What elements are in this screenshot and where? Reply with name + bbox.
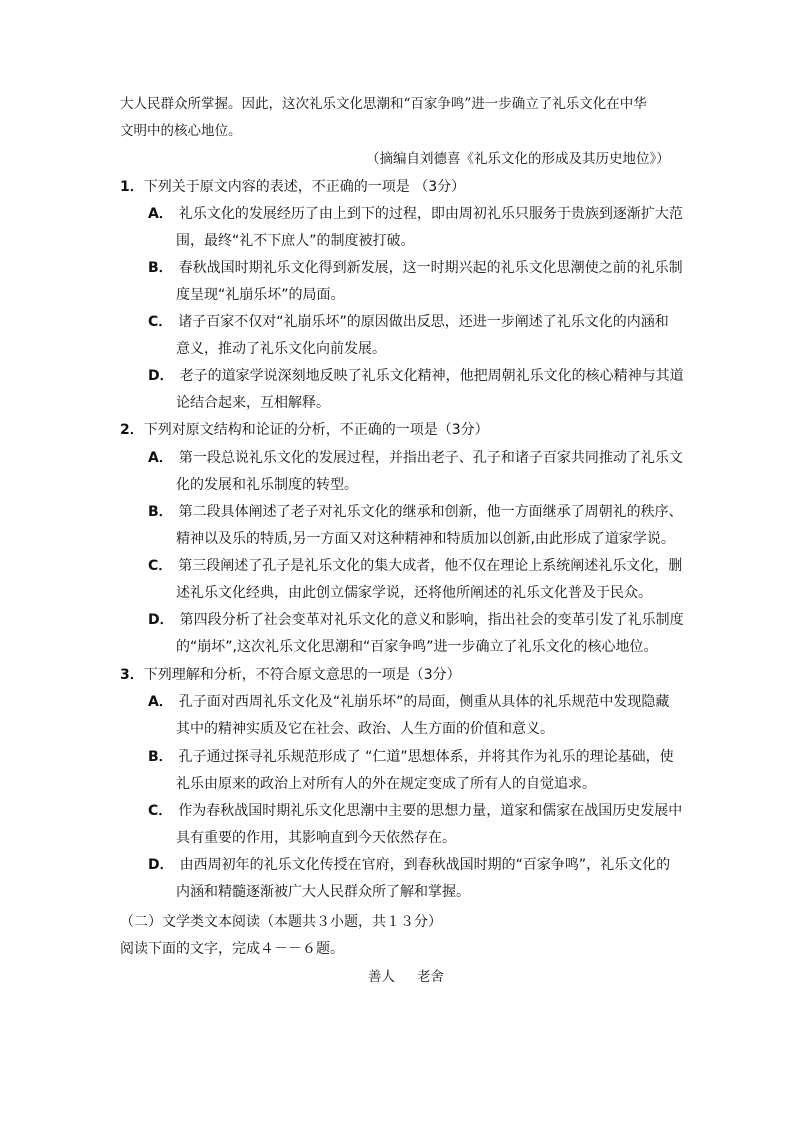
q2-option-d-line-1 bbox=[148, 611, 684, 629]
q1-option-a-line-2: 围，最终“礼不下庶人”的制度被打破。 bbox=[176, 233, 415, 249]
q3-option-c-line-2: 具有重要的作用，其影响直到今天依然存在。 bbox=[176, 830, 456, 846]
section-2-instruction: 阅读下面的文字，完成４－－６题。 bbox=[120, 941, 344, 957]
question-1-text: 下列关于原文内容的表述，不正确的一项是 （3分） bbox=[143, 179, 466, 195]
story-author: 老舍 bbox=[417, 969, 444, 985]
q1-option-b-text-1: 春秋战国时期礼乐文化得到新发展，这一时期兴起的礼乐文化思潮使之前的礼乐制 bbox=[178, 260, 683, 276]
intro-line-2: 文明中的核心地位。 bbox=[120, 123, 242, 139]
section-2-heading: （二）文学类文本阅读（本题共３小题，共１３分） bbox=[120, 914, 442, 930]
q2-option-b-line-1 bbox=[148, 503, 683, 521]
q2-option-a-letter: A． bbox=[148, 450, 173, 466]
q2-option-a-text-1: 第一段总说礼乐文化的发展过程，并指出老子、孔子和诸子百家共同推动了礼乐文 bbox=[178, 450, 683, 466]
question-1-stem bbox=[120, 178, 465, 196]
q1-option-b-letter: B． bbox=[148, 260, 173, 276]
q1-option-c-letter: C． bbox=[148, 314, 173, 330]
q1-option-b-line-1 bbox=[148, 259, 683, 277]
source-citation: （摘编自刘德喜《礼乐文化的形成及其历史地位》） bbox=[366, 151, 670, 167]
q1-option-c-text-1: 诸子百家不仅对“礼崩乐坏”的原因做出反思，还进一步阐述了礼乐文化的内涵和 bbox=[178, 314, 669, 330]
q3-option-d-text-1: 由西周初年的礼乐文化传授在官府，到春秋战国时期的“百家争鸣”，礼乐文化的 bbox=[179, 857, 671, 873]
question-2-stem bbox=[120, 421, 489, 439]
q2-option-c-letter: C． bbox=[148, 558, 173, 574]
q3-option-c-line-1 bbox=[148, 802, 682, 820]
q2-option-d-line-2: 的“崩坏”,这次礼乐文化思潮和“百家争鸣”进一步确立了礼乐文化的核心地位。 bbox=[176, 639, 658, 655]
question-2-text: 下列对原文结构和论证的分析，不正确的一项是（3分） bbox=[143, 422, 489, 438]
q2-option-c-line-2: 述礼乐文化经典，由此创立儒家学说，还将他所阐述的礼乐文化普及于民众。 bbox=[176, 585, 652, 601]
q2-option-b-line-2: 精神以及乐的特质,另一方面又对这种精神和特质加以创新,由此形成了道家学说。 bbox=[176, 531, 675, 547]
question-1-number: 1． bbox=[120, 179, 144, 195]
q3-option-b-line-1 bbox=[148, 748, 674, 766]
q2-option-a-line-1 bbox=[148, 449, 683, 467]
q3-option-a-text-1: 孔子面对西周礼乐文化及“礼崩乐坏”的局面，侧重从具体的礼乐规范中发现隐藏 bbox=[178, 694, 670, 710]
q2-option-a-line-2: 化的发展和礼乐制度的转型。 bbox=[176, 477, 358, 493]
q1-option-c-line-2: 意义，推动了礼乐文化向前发展。 bbox=[176, 341, 386, 357]
q3-option-c-text-1: 作为春秋战国时期礼乐文化思潮中主要的思想力量，道家和儒家在战国历史发展中 bbox=[178, 803, 683, 819]
q3-option-d-letter: D． bbox=[148, 857, 174, 873]
q3-option-d-line-2: 内涵和精髓逐渐被广大人民群众所了解和掌握。 bbox=[176, 884, 470, 900]
q3-option-a-letter: A． bbox=[148, 694, 173, 710]
q2-option-d-letter: D． bbox=[148, 612, 174, 628]
q1-option-d-line-2: 论结合起来，互相解释。 bbox=[176, 395, 330, 411]
question-3-number: 3． bbox=[120, 667, 144, 683]
q1-option-b-line-2: 度呈现“礼崩乐坏”的局面。 bbox=[176, 287, 345, 303]
q2-option-b-text-1: 第二段具体阐述了老子对礼乐文化的继承和创新，他一方面继承了周朝礼的秩序、 bbox=[178, 504, 683, 520]
q1-option-d-letter: D． bbox=[148, 368, 174, 384]
story-title: 善人 bbox=[368, 969, 395, 985]
question-3-text: 下列理解和分析，不符合原文意思的一项是（3分） bbox=[143, 667, 461, 683]
q2-option-d-text-1: 第四段分析了社会变革对礼乐文化的意义和影响，指出社会的变革引发了礼乐制度 bbox=[179, 612, 684, 628]
q2-option-c-text-1: 第三段阐述了孔子是礼乐文化的集大成者，他不仅在理论上系统阐述礼乐文化，删 bbox=[178, 558, 683, 574]
q3-option-a-line-2: 其中的精神实质及它在社会、政治、人生方面的价值和意义。 bbox=[176, 721, 554, 737]
intro-line-1: 大人民群众所掌握。因此，这次礼乐文化思潮和“百家争鸣”进一步确立了礼乐文化在中华 bbox=[120, 96, 647, 112]
story-title-line bbox=[368, 968, 444, 986]
question-3-stem bbox=[120, 666, 461, 684]
q3-option-d-line-1 bbox=[148, 856, 670, 874]
q1-option-a-text-1: 礼乐文化的发展经历了由上到下的过程，即由周初礼乐只服务于贵族到逐渐扩大范 bbox=[178, 206, 683, 222]
q1-option-c-line-1 bbox=[148, 313, 669, 331]
q2-option-b-letter: B． bbox=[148, 504, 173, 520]
q1-option-a-letter: A． bbox=[148, 206, 173, 222]
q3-option-b-line-2: 礼乐由原来的政治上对所有人的外在规定变成了所有人的自觉追求。 bbox=[176, 776, 596, 792]
q1-option-d-line-1 bbox=[148, 367, 684, 385]
q3-option-c-letter: C． bbox=[148, 803, 173, 819]
q3-option-a-line-1 bbox=[148, 693, 669, 711]
q2-option-c-line-1 bbox=[148, 557, 682, 575]
q3-option-b-text-1: 孔子通过探寻礼乐规范形成了 “仁道”思想体系，并将其作为礼乐的理论基础，使 bbox=[178, 749, 674, 765]
q1-option-d-text-1: 老子的道家学说深刻地反映了礼乐文化精神，他把周朝礼乐文化的核心精神与其道 bbox=[179, 368, 684, 384]
q3-option-b-letter: B． bbox=[148, 749, 173, 765]
question-2-number: 2． bbox=[120, 422, 144, 438]
q1-option-a-line-1 bbox=[148, 205, 683, 223]
